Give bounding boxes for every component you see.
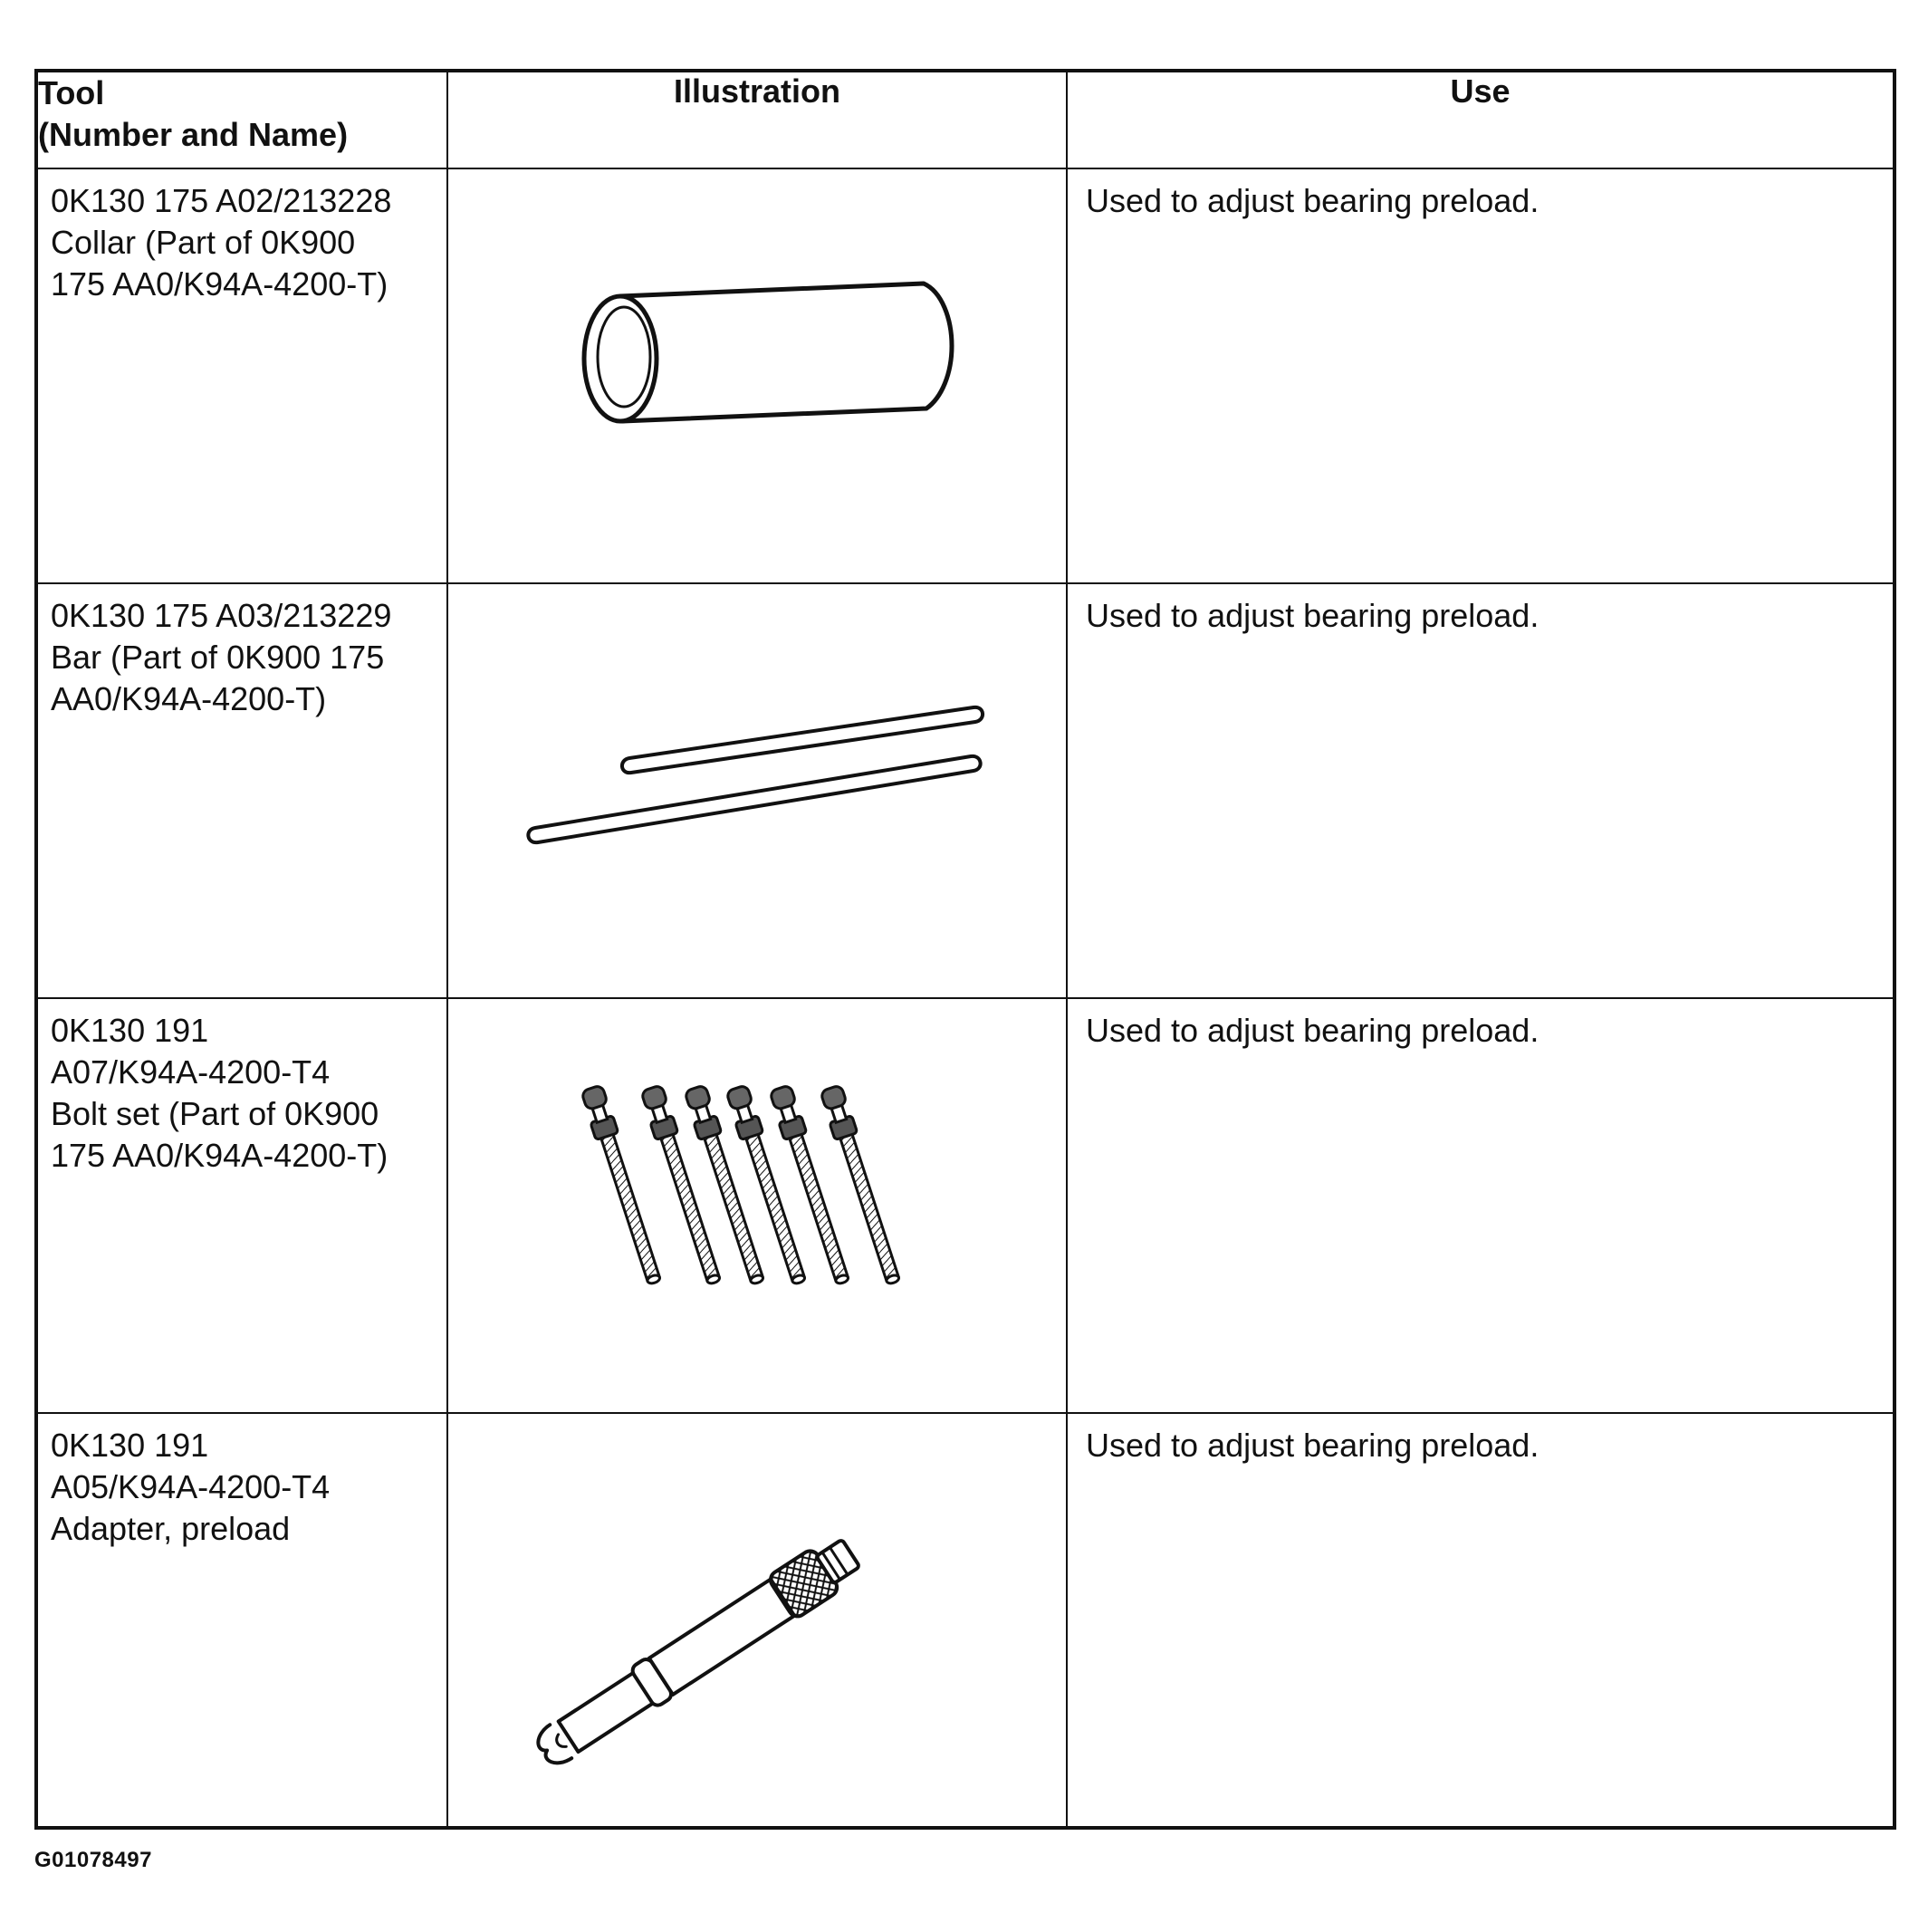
bolt — [725, 1084, 811, 1286]
tool-line: A07/K94A-4200-T4 — [51, 1053, 331, 1091]
tool-cell — [36, 168, 447, 583]
use-cell — [1067, 998, 1894, 1413]
preload-adapter-icon — [448, 1414, 1068, 1829]
tool-cell — [36, 583, 447, 998]
bar-icon — [448, 584, 1068, 999]
table-row — [36, 583, 1894, 998]
tool-line: Collar (Part of 0K900 — [51, 224, 356, 261]
illustration-cell — [447, 168, 1067, 583]
tool-cell — [36, 1413, 447, 1828]
header-tool-line-1: Tool — [38, 74, 105, 111]
tool-line: Bar (Part of 0K900 175 — [51, 639, 385, 676]
tool-line: 0K130 191 — [51, 1012, 209, 1049]
table-row — [36, 998, 1894, 1413]
use-text: Used to adjust bearing preload. — [1086, 597, 1540, 634]
special-tools-table — [34, 69, 1896, 1830]
bolt-set-icon — [448, 999, 1068, 1414]
collar-icon — [448, 169, 1068, 584]
use-cell — [1067, 583, 1894, 998]
tool-line: 0K130 175 A03/213229 — [51, 597, 392, 634]
use-text: Used to adjust bearing preload. — [1086, 182, 1540, 219]
tool-line: 0K130 191 — [51, 1427, 209, 1464]
header-illustration: Illustration — [447, 71, 1067, 168]
illustration-cell — [447, 583, 1067, 998]
tool-cell — [36, 998, 447, 1413]
use-cell — [1067, 168, 1894, 583]
tool-line: AA0/K94A-4200-T) — [51, 680, 327, 717]
table-row — [36, 1413, 1894, 1828]
tool-line: Bolt set (Part of 0K900 — [51, 1095, 379, 1132]
header-use: Use — [1067, 71, 1894, 168]
tool-line: 175 AA0/K94A-4200-T) — [51, 265, 388, 303]
bolt — [684, 1084, 770, 1286]
table-row — [36, 168, 1894, 583]
use-text: Used to adjust bearing preload. — [1086, 1427, 1540, 1464]
use-text: Used to adjust bearing preload. — [1086, 1012, 1540, 1049]
tool-line: 0K130 175 A02/213228 — [51, 182, 392, 219]
tool-line: A05/K94A-4200-T4 — [51, 1468, 331, 1505]
header-tool — [36, 71, 447, 168]
tool-line: 175 AA0/K94A-4200-T) — [51, 1137, 388, 1174]
header-tool-line-2: (Number and Name) — [38, 116, 349, 153]
illustration-cell — [447, 1413, 1067, 1828]
illustration-cell — [447, 998, 1067, 1413]
figure-id: G01078497 — [34, 1848, 152, 1872]
header-row — [36, 71, 1894, 168]
use-cell — [1067, 1413, 1894, 1828]
tool-line: Adapter, preload — [51, 1510, 291, 1547]
